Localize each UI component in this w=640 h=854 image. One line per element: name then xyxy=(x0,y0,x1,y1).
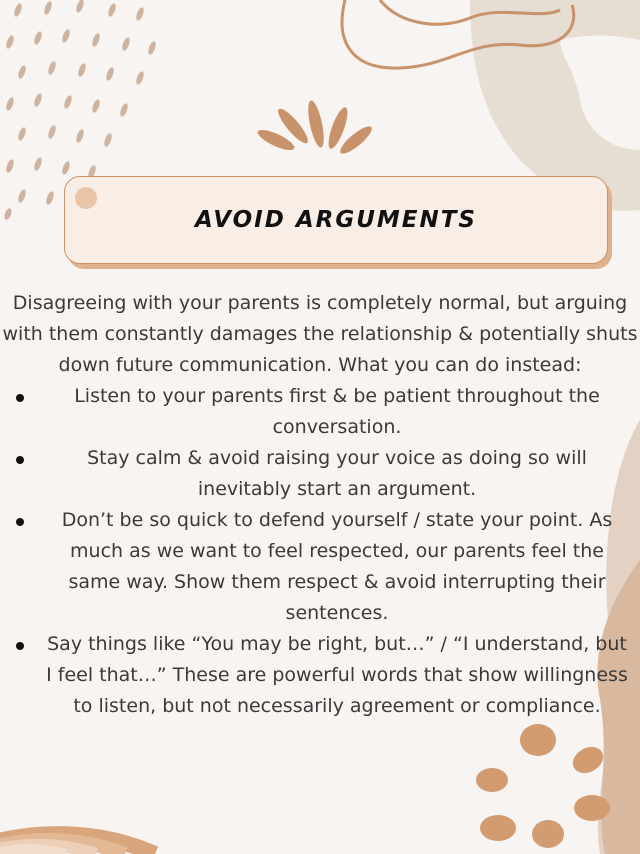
bullet-icon xyxy=(16,394,24,402)
tip-text: Say things like “You may be right, but…” / “I understand, but I feel that…” These are powerful words that show willingness to listen, but not necessarily agreement or compliance. xyxy=(46,633,628,717)
list-item xyxy=(0,381,640,443)
tip-text: Don’t be so quick to defend yourself / state your point. As much as we want to feel respected, our parents feel the same way. Show them respect & avoid interrupting their sentences. xyxy=(61,509,613,624)
title-dot-icon xyxy=(75,187,97,209)
tip-text: Stay calm & avoid raising your voice as doing so will inevitably start an argument. xyxy=(87,447,587,500)
arches-shape xyxy=(0,834,155,854)
intro-paragraph: Disagreeing with your parents is completely normal, but arguing with them constantly damages the relationship & potentially shuts down future communication. What you can do instead: xyxy=(2,292,638,376)
pebble-dots-shape xyxy=(476,724,610,848)
page-title: AVOID ARGUMENTS xyxy=(194,207,477,233)
sunburst-icon xyxy=(255,99,375,157)
bullet-icon xyxy=(16,642,24,650)
list-item xyxy=(0,629,640,722)
list-item xyxy=(0,505,640,629)
tips-list xyxy=(0,381,640,722)
list-item xyxy=(0,443,640,505)
tip-text: Listen to your parents first & be patient throughout the conversation. xyxy=(74,385,600,438)
bullet-icon xyxy=(16,456,24,464)
content-body xyxy=(0,288,640,722)
bullet-icon xyxy=(16,518,24,526)
title-card xyxy=(64,176,608,264)
